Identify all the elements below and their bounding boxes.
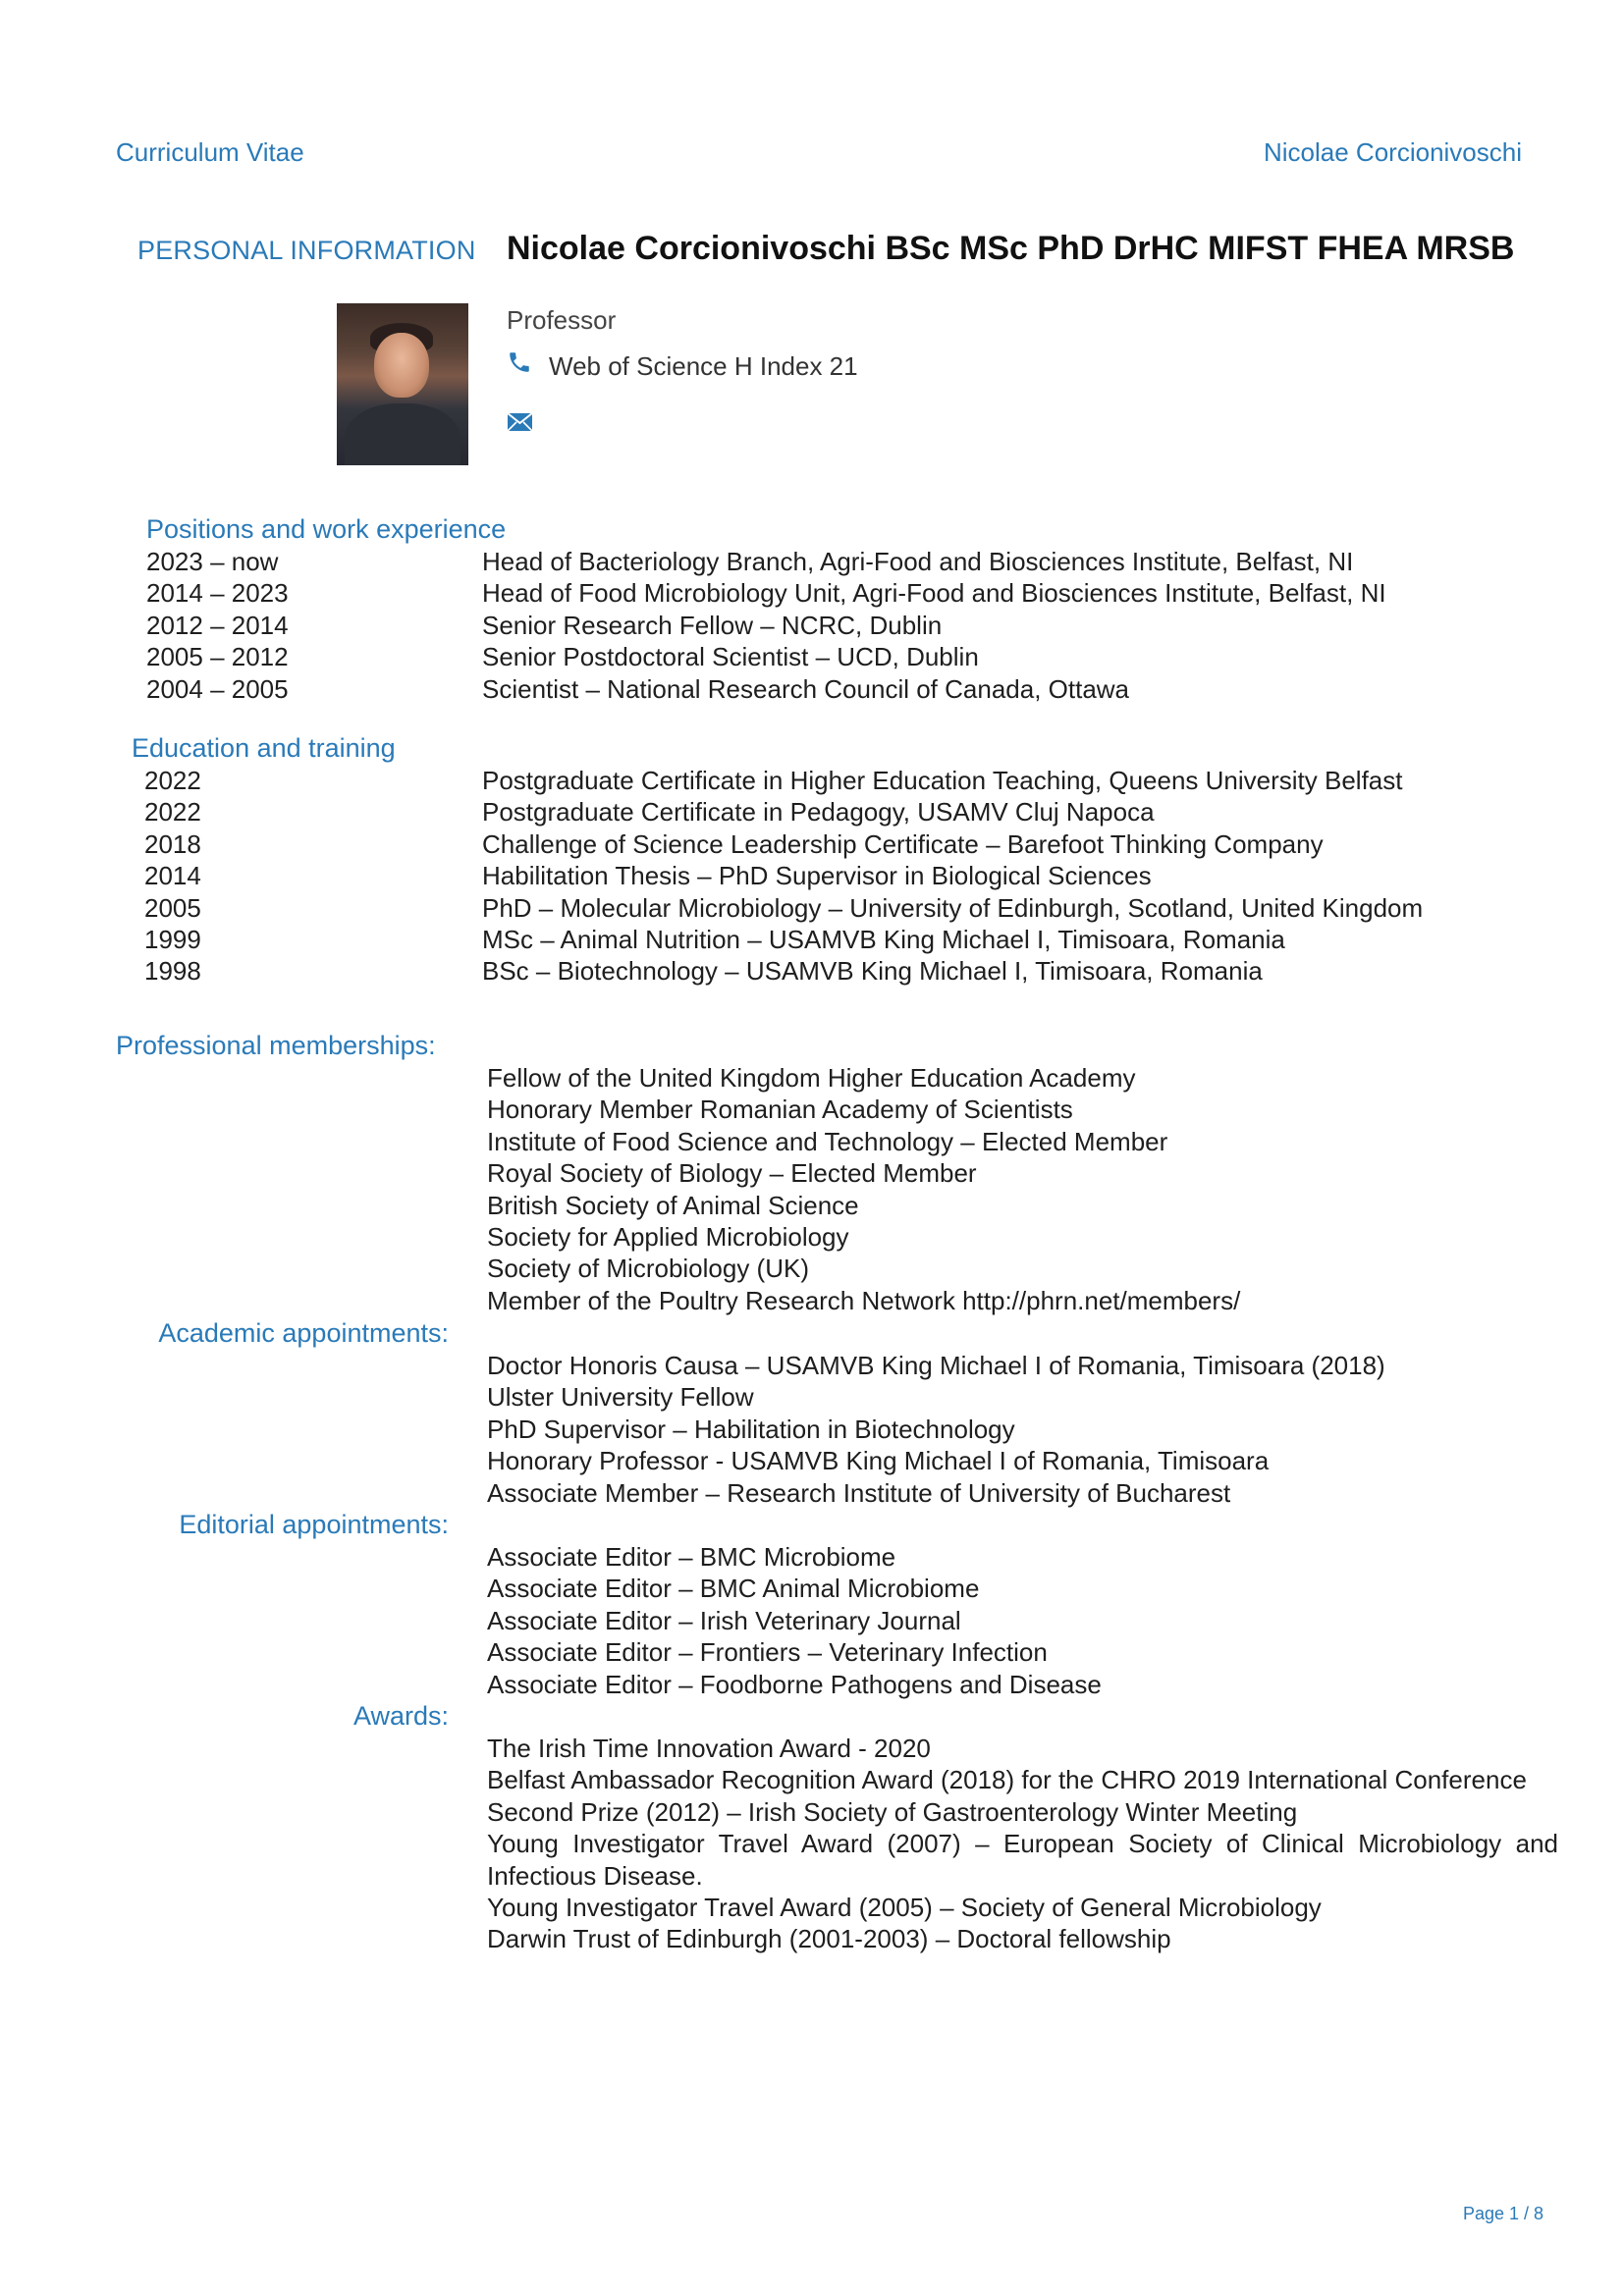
row-text: Habilitation Thesis – PhD Supervisor in Biological Sciences bbox=[482, 861, 1152, 891]
row-text: Challenge of Science Leadership Certificate – Barefoot Thinking Company bbox=[482, 828, 1324, 859]
list-item: Young Investigator Travel Award (2005) – Society of General Microbiology bbox=[487, 1893, 1322, 1922]
row-date: 1999 bbox=[144, 925, 201, 954]
row-date: 2022 bbox=[144, 797, 201, 828]
row-text: Scientist – National Research Council of Canada, Ottawa bbox=[482, 673, 1130, 704]
list-item: Associate Editor – Foodborne Pathogens and Disease bbox=[487, 1669, 1102, 1699]
list-item: Member of the Poultry Research Network http://phrn.net/members/ bbox=[487, 1285, 1241, 1315]
row-date: 2005 bbox=[144, 892, 201, 923]
list-item: Second Prize (2012) – Irish Society of Gastroenterology Winter Meeting bbox=[487, 1796, 1298, 1827]
job-title: Professor bbox=[507, 305, 617, 335]
row-date: 2005 – 2012 bbox=[146, 642, 289, 672]
personal-information-label: PERSONAL INFORMATION bbox=[137, 236, 476, 265]
row-date: 1998 bbox=[144, 956, 201, 987]
list-item: Ulster University Fellow bbox=[487, 1382, 754, 1413]
editorial-section-title: Editorial appointments: bbox=[179, 1510, 449, 1539]
row-text: PhD – Molecular Microbiology – University of Edinburgh, Scotland, United Kingdom bbox=[482, 892, 1424, 923]
list-item: Honorary Professor - USAMVB King Michael I of Romania, Timisoara bbox=[487, 1446, 1270, 1476]
list-item: Infectious Disease. bbox=[487, 1860, 703, 1891]
row-text: Postgraduate Certificate in Higher Education Teaching, Queens University Belfast bbox=[482, 766, 1403, 795]
row-date: 2022 bbox=[144, 766, 201, 795]
list-item: Belfast Ambassador Recognition Award (2018) for the CHRO 2019 International Conference bbox=[487, 1765, 1527, 1795]
list-item: PhD Supervisor – Habilitation in Biotechnology bbox=[487, 1414, 1015, 1444]
list-item: Associate Editor – BMC Animal Microbiome bbox=[487, 1574, 980, 1604]
list-item: Society of Microbiology (UK) bbox=[487, 1254, 809, 1284]
h-index-text: Web of Science H Index 21 bbox=[549, 351, 858, 381]
list-item: Associate Editor – BMC Microbiome bbox=[487, 1542, 896, 1572]
memberships-section-title: Professional memberships: bbox=[116, 1031, 436, 1060]
list-item: British Society of Animal Science bbox=[487, 1190, 859, 1220]
email-icon[interactable] bbox=[507, 412, 533, 432]
row-date: 2014 bbox=[144, 861, 201, 891]
row-date: 2014 – 2023 bbox=[146, 578, 289, 609]
row-date: 2012 – 2014 bbox=[146, 610, 289, 640]
list-item: Honorary Member Romanian Academy of Scientists bbox=[487, 1095, 1073, 1125]
awards-section-title: Awards: bbox=[352, 1701, 449, 1731]
header-left-title: Curriculum Vitae bbox=[116, 137, 304, 167]
row-date: 2023 – now bbox=[146, 547, 279, 576]
row-text: Head of Food Microbiology Unit, Agri-Food and Biosciences Institute, Belfast, NI bbox=[482, 578, 1386, 609]
list-item: Darwin Trust of Edinburgh (2001-2003) – Doctoral fellowship bbox=[487, 1924, 1171, 1954]
row-text: BSc – Biotechnology – USAMVB King Michael I, Timisoara, Romania bbox=[482, 956, 1263, 987]
header-right-name: Nicolae Corcionivoschi bbox=[1264, 137, 1522, 167]
page-number: Page 1 / 8 bbox=[1463, 2204, 1544, 2223]
list-item: Associate Member – Research Institute of University of Bucharest bbox=[487, 1477, 1231, 1508]
academic-section-title: Academic appointments: bbox=[158, 1318, 449, 1348]
list-item: Society for Applied Microbiology bbox=[487, 1222, 849, 1252]
list-item: Doctor Honoris Causa – USAMVB King Michael I of Romania, Timisoara (2018) bbox=[487, 1351, 1385, 1380]
photo-portrait bbox=[337, 303, 468, 465]
list-item: The Irish Time Innovation Award - 2020 bbox=[487, 1734, 931, 1763]
person-name: Nicolae Corcionivoschi BSc MSc PhD DrHC MIFST FHEA MRSB bbox=[507, 230, 1515, 267]
row-date: 2018 bbox=[144, 828, 201, 859]
row-text: Head of Bacteriology Branch, Agri-Food and Biosciences Institute, Belfast, NI bbox=[482, 547, 1354, 576]
positions-section-title: Positions and work experience bbox=[146, 514, 507, 544]
list-item: Young Investigator Travel Award (2007) – European Society of Clinical Microbiology and bbox=[487, 1829, 1558, 1859]
list-item: Royal Society of Biology – Elected Member bbox=[487, 1158, 977, 1189]
list-item: Fellow of the United Kingdom Higher Education Academy bbox=[487, 1063, 1136, 1093]
list-item: Associate Editor – Frontiers – Veterinary Infection bbox=[487, 1637, 1048, 1668]
row-text: Postgraduate Certificate in Pedagogy, USAMV Cluj Napoca bbox=[482, 797, 1155, 828]
education-section-title: Education and training bbox=[132, 733, 396, 763]
phone-icon bbox=[507, 349, 532, 375]
row-text: Senior Research Fellow – NCRC, Dublin bbox=[482, 610, 943, 640]
row-text: MSc – Animal Nutrition – USAMVB King Michael I, Timisoara, Romania bbox=[482, 925, 1285, 954]
row-text: Senior Postdoctoral Scientist – UCD, Dublin bbox=[482, 642, 979, 672]
row-date: 2004 – 2005 bbox=[146, 673, 289, 704]
list-item: Associate Editor – Irish Veterinary Journal bbox=[487, 1605, 961, 1635]
list-item: Institute of Food Science and Technology – Elected Member bbox=[487, 1126, 1168, 1156]
